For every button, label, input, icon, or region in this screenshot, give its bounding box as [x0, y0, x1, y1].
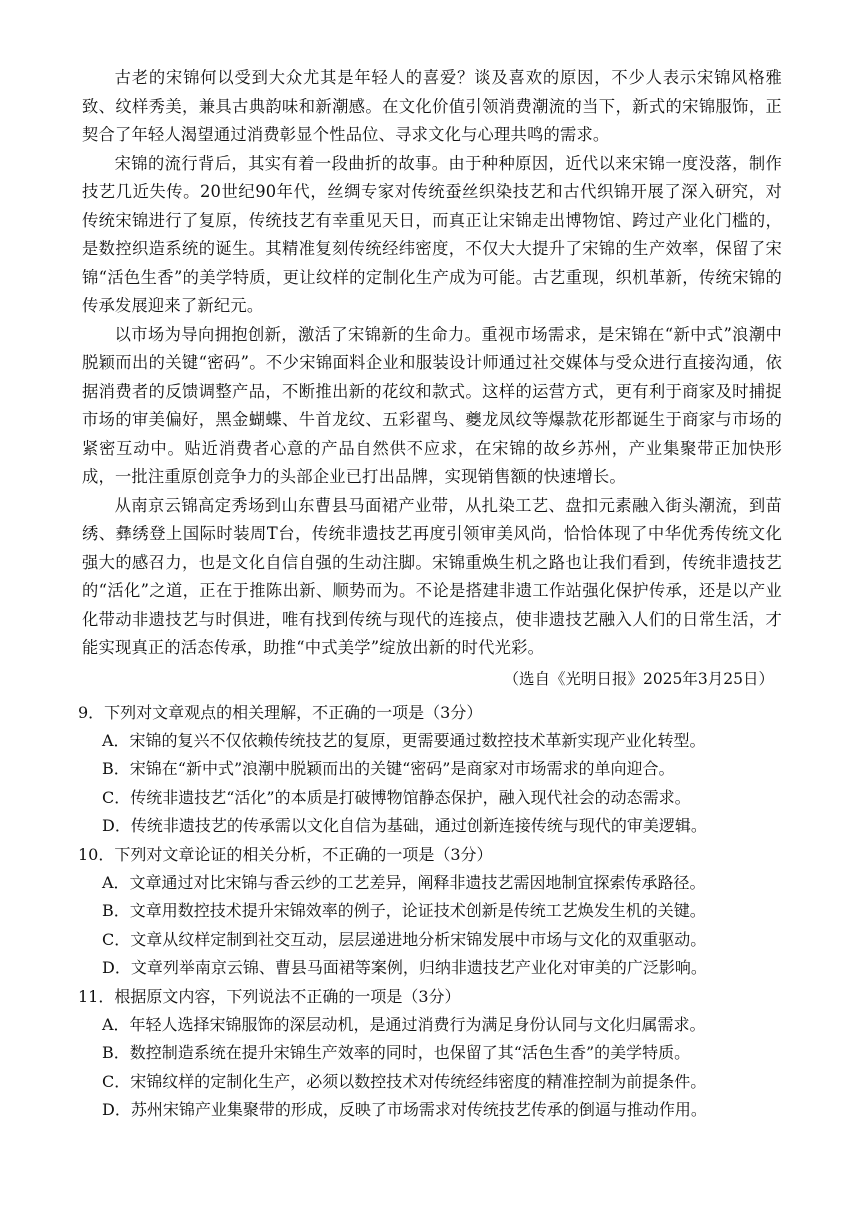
option-a: A．年轻人选择宋锦服饰的深层动机，是通过消费行为满足身份认同与文化归属需求。	[102, 1014, 706, 1034]
option-list	[82, 1011, 782, 1125]
option-d: D．传统非遗技艺的传承需以文化自信为基础，通过创新连接传统与现代的审美逻辑。	[102, 816, 707, 836]
question-stem: 9．下列对文章观点的相关理解，不正确的一项是（3分）	[78, 702, 483, 722]
article	[82, 64, 782, 693]
question-stem: 10．下列对文章论证的相关分析，不正确的一项是（3分）	[78, 844, 493, 864]
option-b: B．数控制造系统在提升宋锦生产效率的同时，也保留了其“活色生香”的美学特质。	[102, 1043, 691, 1063]
article-paragraph-2: 宋锦的流行背后，其实有着一段曲折的故事。由于种种原因，近代以来宋锦一度没落，制作技艺几近失传。20世纪90年代，丝绸专家对传统蚕丝织染技艺和古代织锦开展了深入研究，对传统宋锦进行了复原，传统技艺有幸重见天日，而真正让宋锦走出博物馆、跨过产业化门槛的，是数控织造系统的诞生。其精准复刻传统经纬密度，不仅大大提升了宋锦的生产效率，保留了宋锦“活色生香”的美学特质，更让纹样的定制化生产成为可能。古艺重现，织机革新，传统宋锦的传承发展迎来了新纪元。	[82, 153, 782, 315]
article-paragraph-3: 以市场为导向拥抱创新，激活了宋锦新的生命力。重视市场需求，是宋锦在“新中式”浪潮中脱颖而出的关键“密码”。不少宋锦面料企业和服装设计师通过社交媒体与受众进行直接沟通，依据消费者的反馈调整产品，不断推出新的花纹和款式。这样的运营方式，更有利于商家及时捕捉市场的审美偏好，黑金蝴蝶、牛首龙纹、五彩翟鸟、夔龙凤纹等爆款花形都诞生于商家与市场的紧密互动中。贴近消费者心意的产品自然供不应求，在宋锦的故乡苏州，产业集聚带正加快形成，一批注重原创竞争力的头部企业已打出品牌，实现销售额的快速增长。	[82, 324, 782, 486]
option-c: C．传统非遗技艺“活化”的本质是打破博物馆静态保护，融入现代社会的动态需求。	[102, 787, 691, 807]
exam-page	[78, 64, 782, 1125]
question-stem: 11．根据原文内容，下列说法不正确的一项是（3分）	[78, 986, 461, 1006]
article-source: （选自《光明日报》2025年3月25日）	[503, 669, 774, 688]
option-b: B．宋锦在“新中式”浪潮中脱颖而出的关键“密码”是商家对市场需求的单向迎合。	[102, 759, 675, 779]
question-list	[78, 699, 782, 1125]
article-paragraph-1: 古老的宋锦何以受到大众尤其是年轻人的喜爱？谈及喜欢的原因，不少人表示宋锦风格雅致、纹样秀美，兼具古典韵味和新潮感。在文化价值引领消费潮流的当下，新式的宋锦服饰，正契合了年轻人渴望通过消费彰显个性品位、寻求文化与心理共鸣的需求。	[82, 68, 782, 144]
option-d: D．苏州宋锦产业集聚带的形成，反映了市场需求对传统技艺传承的倒逼与推动作用。	[102, 1100, 707, 1120]
question-11	[78, 983, 782, 1125]
option-d: D．文章列举南京云锦、曹县马面裙等案例，归纳非遗技艺产业化对审美的广泛影响。	[102, 958, 707, 978]
option-b: B．文章用数控技术提升宋锦效率的例子，论证技术创新是传统工艺焕发生机的关键。	[102, 901, 706, 921]
option-c: C．宋锦纹样的定制化生产，必须以数控技术对传统经纬密度的精准控制为前提条件。	[102, 1071, 707, 1091]
question-9	[78, 699, 782, 841]
option-list	[82, 869, 782, 983]
option-list	[82, 727, 782, 841]
option-c: C．文章从纹样定制到社交互动，层层递进地分析宋锦发展中市场与文化的双重驱动。	[102, 929, 707, 949]
article-paragraph-4: 从南京云锦高定秀场到山东曹县马面裙产业带，从扎染工艺、盘扣元素融入街头潮流，到苗绣、彝绣登上国际时装周T台，传统非遗技艺再度引领审美风尚，恰恰体现了中华优秀传统文化强大的感召力，也是文化自信自强的生动注脚。宋锦重焕生机之路也让我们看到，传统非遗技艺的“活化”之道，正在于推陈出新、顺势而为。不论是搭建非遗工作站强化保护传承，还是以产业化带动非遗技艺与时俱进，唯有找到传统与现代的连接点，使非遗技艺融入人们的日常生活，才能实现真正的活态传承，助推“中式美学”绽放出新的时代光彩。	[82, 495, 782, 657]
question-10	[78, 841, 782, 983]
option-a: A．文章通过对比宋锦与香云纱的工艺差异，阐释非遗技艺需因地制宜探索传承路径。	[102, 872, 706, 892]
option-a: A．宋锦的复兴不仅依赖传统技艺的复原，更需要通过数控技术革新实现产业化转型。	[102, 730, 706, 750]
